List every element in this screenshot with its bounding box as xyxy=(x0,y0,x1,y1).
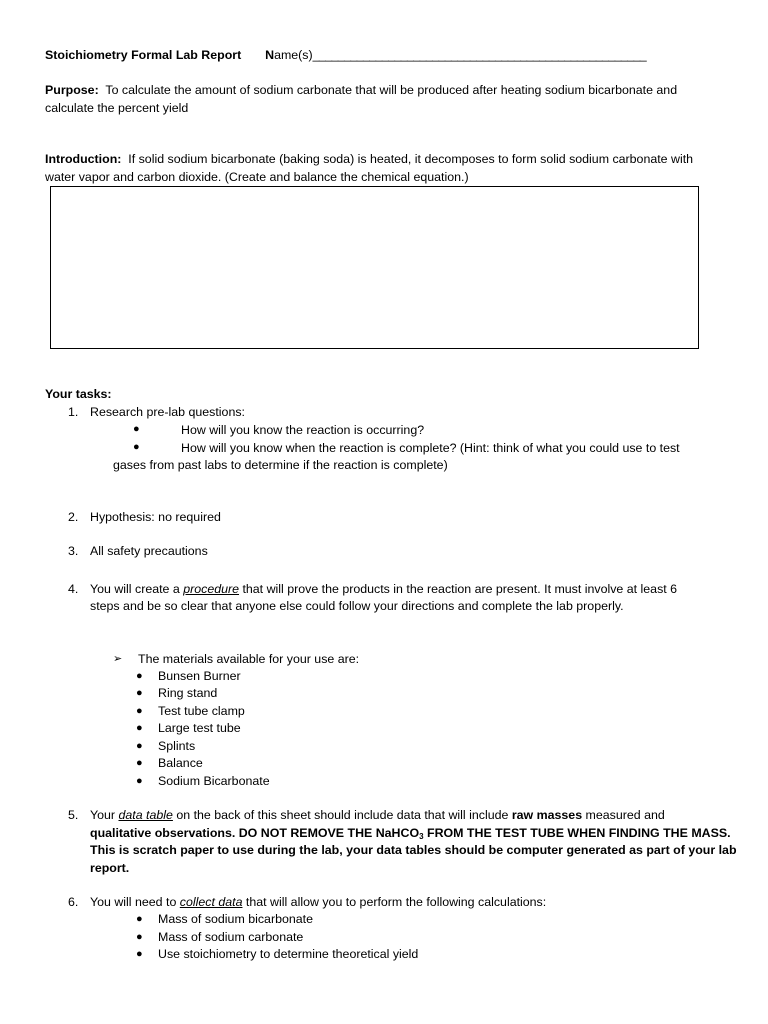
task-3-number: 3. xyxy=(68,544,79,558)
task-6-number: 6. xyxy=(68,895,79,909)
task-5-text-mid: on the back of this sheet should include data that will include xyxy=(172,808,512,822)
task-1-number: 1. xyxy=(68,405,79,419)
task-5-text-pre: Your xyxy=(90,808,119,822)
prelab-question-2-line1: How will you know when the reaction is complete? (Hint: think of what you could use to test xyxy=(181,441,680,455)
bullet-icon: ● xyxy=(136,670,143,682)
purpose-text-line1: To calculate the amount of sodium carbonate that will be produced after heating sodium bicarbonate and xyxy=(105,83,678,97)
purpose-label: Purpose: xyxy=(45,83,99,97)
task-4-line2: steps and be so clear that anyone else could follow your directions and complete the lab properly. xyxy=(90,599,624,613)
task-6-line1 xyxy=(90,894,546,912)
task-4-number: 4. xyxy=(68,582,79,596)
subscript-3: 3 xyxy=(419,832,424,841)
equation-answer-box[interactable] xyxy=(50,186,699,349)
bullet-icon: ● xyxy=(136,705,143,717)
task-5-text-post: measured and xyxy=(582,808,665,822)
task-4-text-pre: You will create a xyxy=(90,582,184,596)
prelab-question-1: How will you know the reaction is occurring? xyxy=(181,423,425,437)
name-field[interactable]: _____________________________________________________ xyxy=(312,48,647,62)
task-5-number: 5. xyxy=(68,808,79,822)
purpose-section xyxy=(45,82,725,117)
title-line xyxy=(45,47,646,65)
calculation-item: Use stoichiometry to determine theoretical yield xyxy=(158,947,419,961)
introduction-text-line1: If solid sodium bicarbonate (baking soda) is heated, it decomposes to form solid sodium carbonate with xyxy=(128,152,694,166)
introduction-section xyxy=(45,151,735,186)
task-5-line2 xyxy=(90,825,731,843)
bullet-icon: ● xyxy=(136,757,143,769)
data-table-term: data table xyxy=(118,808,173,822)
bullet-icon: ● xyxy=(136,931,143,943)
page-title: Stoichiometry Formal Lab Report xyxy=(45,48,242,62)
task-1-text: Research pre-lab questions: xyxy=(90,405,245,419)
task-2-number: 2. xyxy=(68,510,79,524)
purpose-text-line2: calculate the percent yield xyxy=(45,100,189,115)
task-4-text-post: that will prove the products in the reaction are present. It must involve at least 6 xyxy=(239,582,678,596)
prelab-question-2-line2: gases from past labs to determine if the reaction is complete) xyxy=(113,458,448,472)
material-item: Test tube clamp xyxy=(158,704,245,718)
task-6-text-pre: You will need to xyxy=(90,895,180,909)
calculation-item: Mass of sodium carbonate xyxy=(158,930,304,944)
task-4-line1 xyxy=(90,581,677,599)
name-label: ame(s) xyxy=(274,48,313,62)
bullet-icon: ● xyxy=(136,775,143,787)
bullet-icon: ● xyxy=(136,722,143,734)
materials-intro: The materials available for your use are: xyxy=(138,652,360,666)
tasks-heading: Your tasks: xyxy=(45,387,112,401)
name-label-initial: N xyxy=(265,48,275,62)
task-5-line4: report. xyxy=(90,861,130,875)
introduction-text-line2: water vapor and carbon dioxide. (Create and balance the chemical equation.) xyxy=(45,169,469,184)
bullet-icon: ● xyxy=(136,948,143,960)
calculation-item: Mass of sodium bicarbonate xyxy=(158,912,313,926)
material-item: Splints xyxy=(158,739,196,753)
collect-data-term: collect data xyxy=(179,895,243,909)
material-item: Ring stand xyxy=(158,686,218,700)
bullet-icon: ● xyxy=(136,913,143,925)
bullet-icon: ● xyxy=(136,740,143,752)
material-item: Sodium Bicarbonate xyxy=(158,774,270,788)
bullet-icon: ● xyxy=(136,687,143,699)
procedure-term: procedure xyxy=(183,582,240,596)
task-5-bold-a: qualitative observations. DO NOT REMOVE THE NaHCO xyxy=(90,826,420,840)
task-5-line1 xyxy=(90,807,665,825)
material-item: Balance xyxy=(158,756,203,770)
task-5-line3: This is scratch paper to use during the lab, your data tables should be computer generated as part of your lab xyxy=(90,843,737,857)
task-5-bold-b: FROM THE TEST TUBE WHEN FINDING THE MASS. xyxy=(423,826,731,840)
introduction-label: Introduction: xyxy=(45,152,122,166)
material-item: Large test tube xyxy=(158,721,241,735)
task-6-text-post: that will allow you to perform the following calculations: xyxy=(242,895,547,909)
task-3-text: All safety precautions xyxy=(90,544,208,558)
arrow-bullet-icon: ➢ xyxy=(113,653,123,665)
material-item: Bunsen Burner xyxy=(158,669,241,683)
bullet-icon: ● xyxy=(133,441,140,453)
raw-masses-term: raw masses xyxy=(511,808,583,822)
bullet-icon: ● xyxy=(133,423,140,435)
task-2-text: Hypothesis: no required xyxy=(90,510,221,524)
